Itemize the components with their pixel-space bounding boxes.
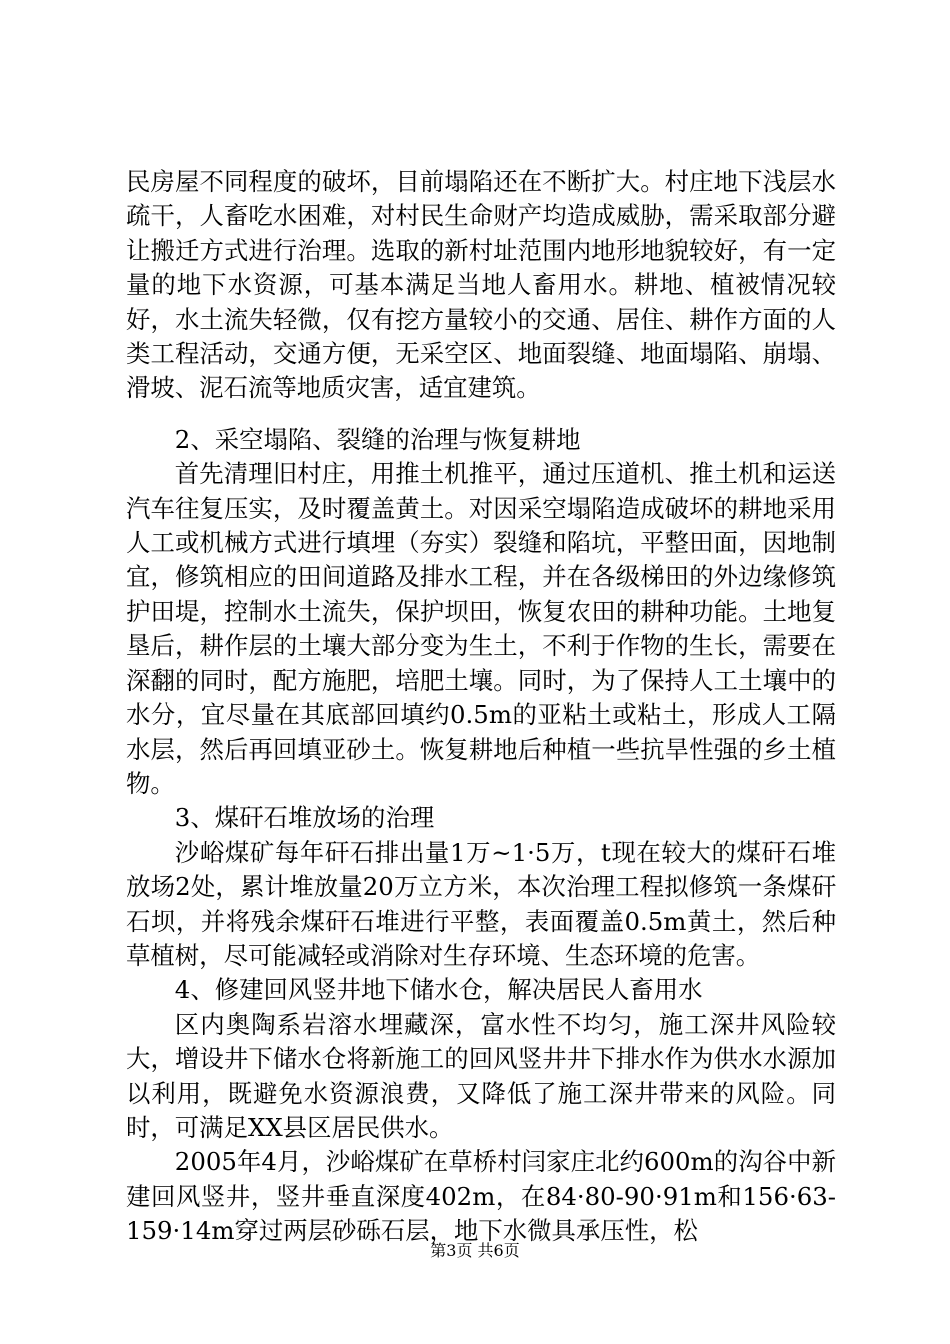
section-heading-water-storage: 4、修建回风竖井地下储水仓，解决居民人畜用水 bbox=[174, 975, 703, 1005]
section-heading-gangue: 3、煤矸石堆放场的治理 bbox=[174, 803, 435, 833]
paragraph-water-supply: 区内奥陶系岩溶水埋藏深，富水性不均匀，施工深井风险较大，增设井下储水仓将新施工的回风竖井井下排水作为供水水源加以利用，既避免水资源浪费，又降低了施工深井带来的风险。同时，可满足XX县区居民供水。 bbox=[126, 1009, 836, 1142]
section-heading-subsidence: 2、采空塌陷、裂缝的治理与恢复耕地 bbox=[174, 424, 581, 454]
page-number-footer: 第3页 共6页 bbox=[430, 1241, 520, 1260]
paragraph-subsidence-treatment: 首先清理旧村庄，用推土机推平，通过压道机、推土机和运送汽车往复压实，及时覆盖黄土。对因采空塌陷造成破坏的耕地采用人工或机械方式进行填埋（夯实）裂缝和陷坑，平整田面，因地制宜，修筑相应的田间道路及排水工程，并在各级梯田的外边缘修筑护田堤，控制水土流失，保护坝田，恢复农田的耕种功能。土地复垦后，耕作层的土壤大部分变为生土，不利于作物的生长，需要在深翻的同时，配方施肥，培肥土壤。同时，为了保持人工土壤中的水分，宜尽量在其底部回填约0.5m的亚粘土或粘土，形成人工隔水层，然后再回填亚砂土。恢复耕地后种植一些抗旱性强的乡土植物。 bbox=[126, 459, 836, 798]
document-body bbox=[126, 165, 836, 1249]
paragraph-village-relocation: 民房屋不同程度的破坏，目前塌陷还在不断扩大。村庄地下浅层水疏干，人畜吃水困难，对村民生命财产均造成威胁，需采取部分避让搬迁方式进行治理。选取的新村址范围内地形地貌较好，有一定量的地下水资源，可基本满足当地人畜用水。耕地、植被情况较好，水土流失轻微，仅有挖方量较小的交通、居住、耕作方面的人类工程活动，交通方便，无采空区、地面裂缝、地面塌陷、崩塌、滑坡、泥石流等地质灾害，适宜建筑。 bbox=[126, 167, 836, 403]
paragraph-gangue-treatment: 沙峪煤矿每年矸石排出量1万~1·5万，t现在较大的煤矸石堆放场2处，累计堆放量20万立方米，本次治理工程拟修筑一条煤矸石坝，并将残余煤矸石堆进行平整，表面覆盖0.5m黄土，然后种草植树，尽可能减轻或消除对生存环境、生态环境的危害。 bbox=[126, 837, 836, 970]
paragraph-shaft-construction: 2005年4月，沙峪煤矿在草桥村闫家庄北约600m的沟谷中新建回风竖井，竖井垂直深度402m，在84·80-90·91m和156·63-159·14m穿过两层砂砾石层，地下水微具承压性，松 bbox=[126, 1147, 836, 1246]
